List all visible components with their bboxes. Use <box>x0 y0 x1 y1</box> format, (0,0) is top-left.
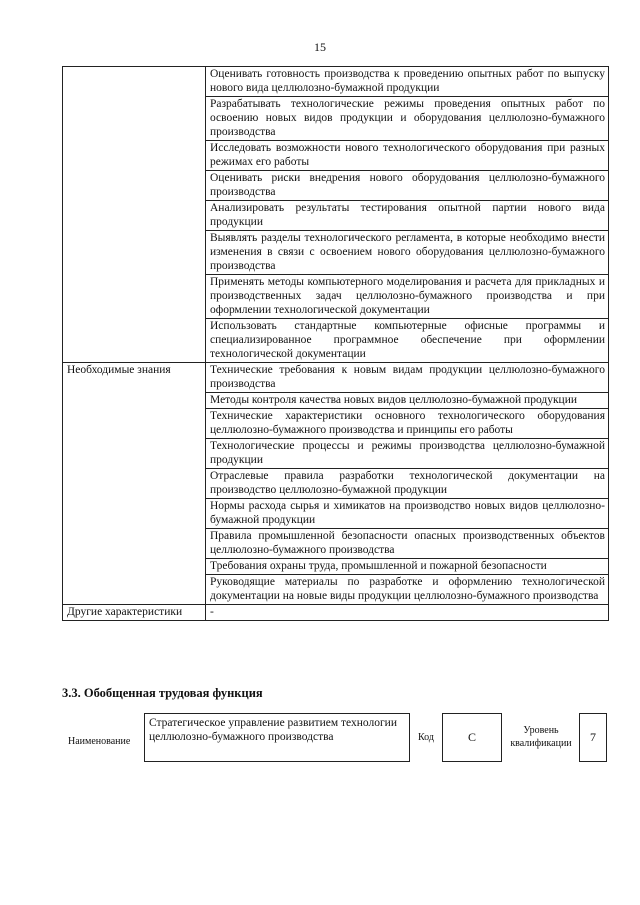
name-label: Наименование <box>68 736 131 747</box>
table-row <box>63 67 609 97</box>
other-characteristics-value: - <box>206 605 609 621</box>
skill-item: Выявлять разделы технологического регламента, в которые необходимо внести изменения в связи с освоением нового оборудования целлюлозно-бумажного производства <box>206 231 609 275</box>
qualification-level-label: Уровень квалификации <box>510 725 572 749</box>
skill-item: Исследовать возможности нового технологического оборудования при разных режимах его работы <box>206 141 609 171</box>
requirements-table <box>62 66 609 621</box>
skill-item: Применять методы компьютерного моделирования и расчета для прикладных и производственных задач целлюлозно-бумажного производства и при оформлении технологической документации <box>206 275 609 319</box>
skill-item: Оценивать риски внедрения нового оборудования целлюлозно-бумажного производства <box>206 171 609 201</box>
knowledge-item: Требования охраны труда, промышленной и пожарной безопасности <box>206 559 609 575</box>
code-value: C <box>442 713 502 762</box>
skill-item: Разрабатывать технологические режимы проведения опытных работ по освоению новых видов продукции и оборудования целлюлозно-бумажного производства <box>206 97 609 141</box>
knowledge-item: Методы контроля качества новых видов целлюлозно-бумажной продукции <box>206 393 609 409</box>
knowledge-item: Правила промышленной безопасности опасных производственных объектов целлюлозно-бумажного производства <box>206 529 609 559</box>
skills-label-cell <box>63 67 206 363</box>
generalized-function-row <box>62 712 608 768</box>
knowledge-item: Руководящие материалы по разработке и оформлению технологической документации на новые виды продукции целлюлозно-бумажного производства <box>206 575 609 605</box>
knowledge-label: Необходимые знания <box>63 363 206 605</box>
page-number: 15 <box>314 40 326 54</box>
table-row <box>63 605 609 621</box>
qualification-level-value: 7 <box>579 713 607 762</box>
skill-item: Использовать стандартные компьютерные офисные программы и специализированное программное обеспечение при оформлении технологической документации <box>206 319 609 363</box>
code-label: Код <box>418 732 434 743</box>
name-value: Стратегическое управление развитием технологии целлюлозно-бумажного производства <box>144 713 410 762</box>
knowledge-item: Нормы расхода сырья и химикатов на производство новых видов целлюлозно-бумажной продукции <box>206 499 609 529</box>
knowledge-item: Отраслевые правила разработки технологической документации на производство целлюлозно-бумажной продукции <box>206 469 609 499</box>
other-characteristics-label: Другие характеристики <box>63 605 206 621</box>
knowledge-item: Технические требования к новым видам продукции целлюлозно-бумажного производства <box>206 363 609 393</box>
knowledge-item: Технические характеристики основного технологического оборудования целлюлозно-бумажного производства и принципы его работы <box>206 409 609 439</box>
table-row <box>63 363 609 393</box>
section-title: 3.3. Обобщенная трудовая функция <box>62 686 263 700</box>
knowledge-item: Технологические процессы и режимы производства целлюлозно-бумажной продукции <box>206 439 609 469</box>
skill-item: Анализировать результаты тестирования опытной партии нового вида продукции <box>206 201 609 231</box>
skill-item: Оценивать готовность производства к проведению опытных работ по выпуску нового вида целлюлозно-бумажной продукции <box>206 67 609 97</box>
